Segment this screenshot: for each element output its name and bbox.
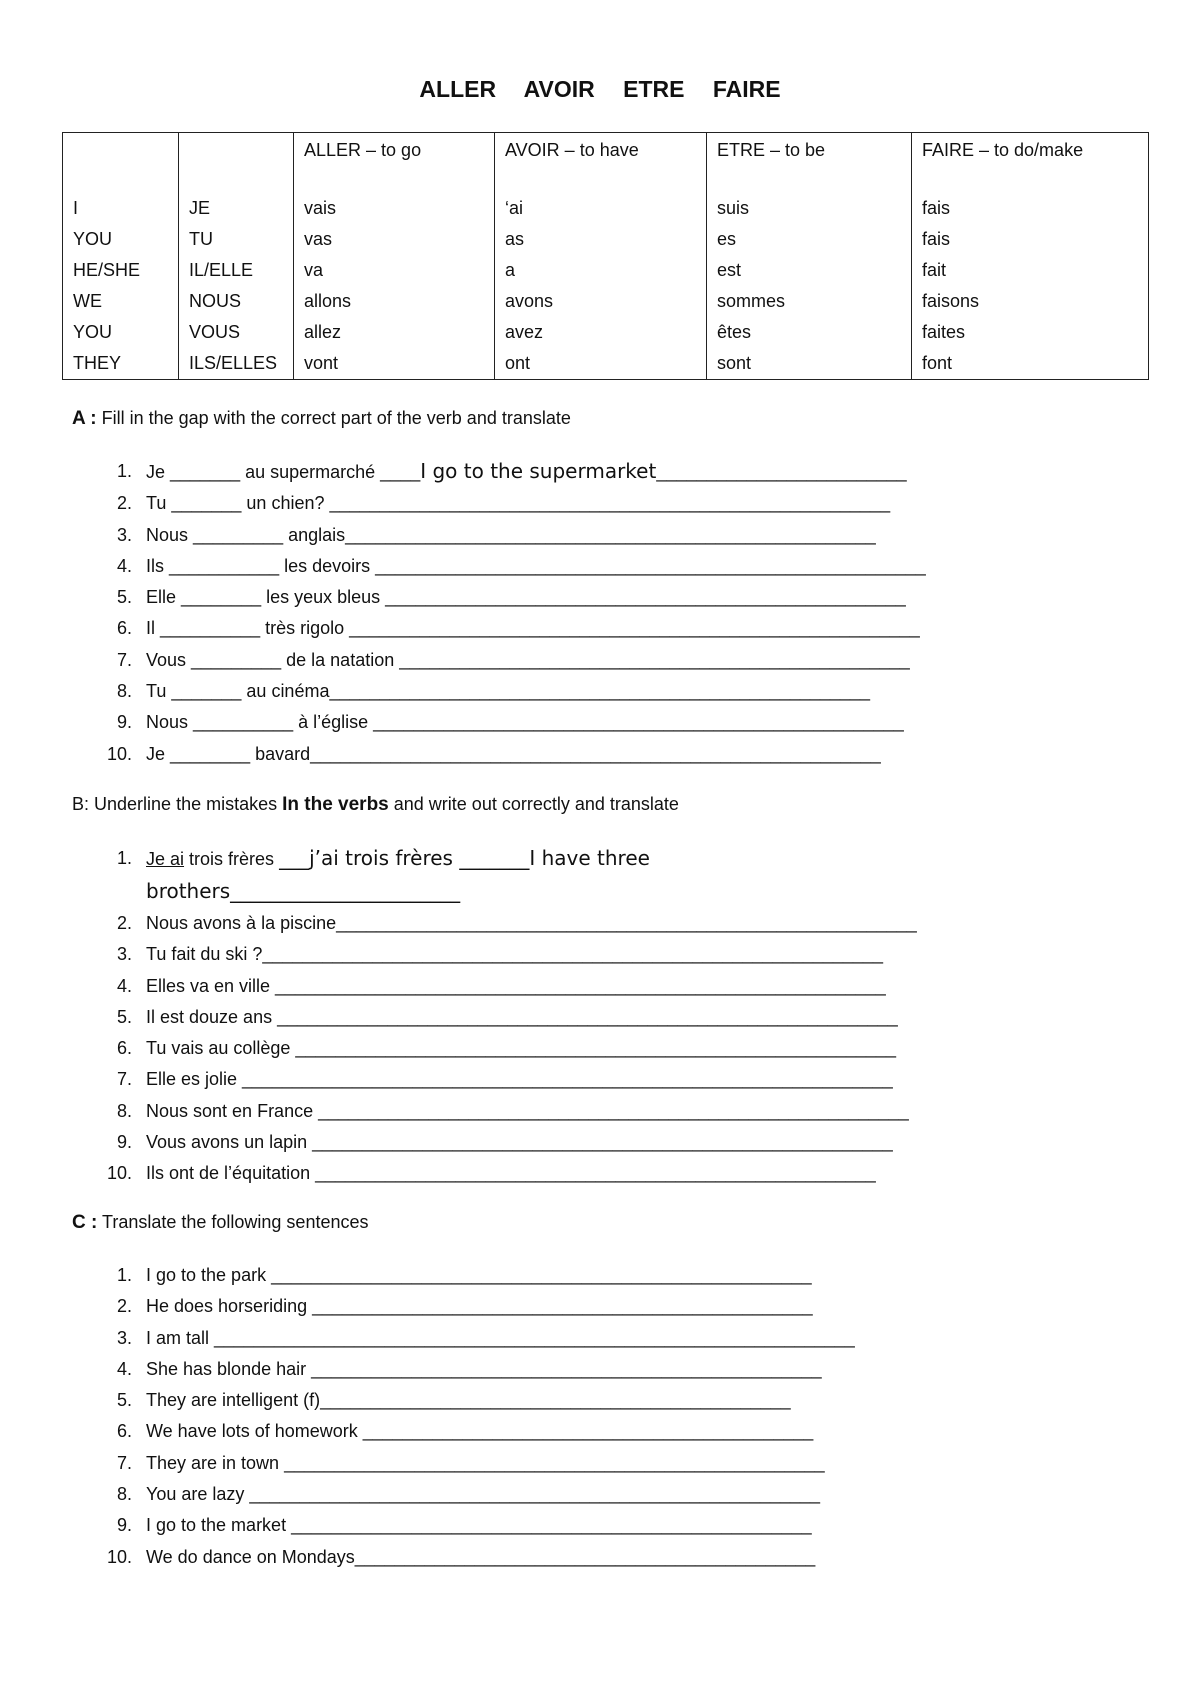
table-header-cell	[63, 133, 179, 194]
list-item: 1. Je _______ au supermarché ____I go to the supermarket_________________________	[116, 459, 907, 483]
list-item: 4. Ils ___________ les devoirs _______________________________________________________	[116, 555, 926, 576]
exercise-text: Tu fait du ski ?______________________________________________________________	[146, 944, 884, 965]
exercise-text: They are in town ______________________________________________________	[146, 1452, 825, 1473]
list-item: 8. Tu _______ au cinéma______________________________________________________	[116, 681, 871, 702]
table-cell: THEY	[63, 348, 179, 380]
section-b-heading: B: Underline the mistakes In the verbs and write out correctly and translate	[72, 794, 679, 815]
list-item: 3. Tu fait du ski ?______________________________________________________________	[116, 944, 884, 965]
exercise-text: You are lazy _________________________________________________________	[146, 1484, 821, 1505]
section-a-heading: A : Fill in the gap with the correct part of the verb and translate	[72, 408, 571, 429]
exercise-text: Il __________ très rigolo _________________________________________________________	[146, 618, 920, 639]
table-header-cell: ALLER – to go	[294, 133, 495, 194]
exercise-text: Je ________ bavard_________________________________________________________	[146, 743, 881, 764]
list-item: 10. Ils ont de l’équitation ________________________________________________________	[106, 1163, 876, 1184]
table-cell: I	[63, 193, 179, 224]
list-item: 7. Elle es jolie _________________________________________________________________	[116, 1069, 893, 1090]
table-cell: faisons	[912, 286, 1149, 317]
underlined-mistake: Je ai	[146, 849, 185, 869]
exercise-prompt: Je _______ au supermarché	[146, 462, 381, 482]
list-item: 6. Tu vais au collège ____________________________________________________________	[116, 1038, 897, 1059]
exercise-text: Tu _______ un chien? ________________________________________________________	[146, 493, 891, 514]
list-item: 2. He does horseriding __________________________________________________	[116, 1296, 813, 1317]
table-row	[63, 317, 1149, 348]
conjugation-table	[62, 132, 1149, 380]
table-row	[63, 255, 1149, 286]
table-cell: sont	[707, 348, 912, 380]
exercise-text: Ils ___________ les devoirs _______________________________________________________	[146, 555, 926, 576]
exercise-text: Tu vais au collège ____________________________________________________________	[146, 1038, 897, 1059]
exercise-text: I am tall ________________________________________________________________	[146, 1327, 855, 1348]
table-header-cell	[179, 133, 294, 194]
table-row	[63, 193, 1149, 224]
table-cell: faites	[912, 317, 1149, 348]
table-cell: allons	[294, 286, 495, 317]
list-item: 5. Elle ________ les yeux bleus ____________________________________________________	[116, 587, 906, 608]
table-cell: font	[912, 348, 1149, 380]
table-cell: as	[495, 224, 707, 255]
list-item: 8. Nous sont en France ___________________________________________________________	[116, 1100, 909, 1121]
table-cell: YOU	[63, 224, 179, 255]
handwritten-answer: ___j’ai trois frères _______I have three brothers_______________________	[146, 846, 650, 903]
table-cell: fais	[912, 193, 1149, 224]
exercise-text: Elle es jolie _________________________________________________________________	[146, 1069, 893, 1090]
list-item: 4. She has blonde hair ___________________________________________________	[116, 1358, 822, 1379]
table-cell: HE/SHE	[63, 255, 179, 286]
exercise-text: Vous _________ de la natation ___________________________________________________	[146, 649, 910, 670]
section-c-exercises	[104, 1260, 855, 1573]
table-cell: suis	[707, 193, 912, 224]
exercise-text: Nous avons à la piscine__________________________________________________________	[146, 913, 917, 933]
list-item: 1. Je ai trois frères ___j’ai trois frères _______I have three brothers_______________________	[116, 846, 650, 903]
worksheet-title: ALLER AVOIR ETRE FAIRE	[419, 76, 781, 102]
table-cell: avons	[495, 286, 707, 317]
table-cell: vais	[294, 193, 495, 224]
table-cell: JE	[179, 193, 294, 224]
table-cell: WE	[63, 286, 179, 317]
table-header-cell: FAIRE – to do/make	[912, 133, 1149, 194]
list-item: 1. I go to the park ______________________________________________________	[116, 1265, 812, 1285]
exercise-text: Elle ________ les yeux bleus ____________________________________________________	[146, 587, 906, 608]
table-cell: est	[707, 255, 912, 286]
table-cell: NOUS	[179, 286, 294, 317]
table-cell: vont	[294, 348, 495, 380]
list-item: 5. They are intelligent (f)_______________________________________________	[116, 1390, 791, 1411]
list-item: 7. Vous _________ de la natation ___________________________________________________	[116, 649, 910, 670]
exercise-text: I go to the market ____________________________________________________	[146, 1515, 812, 1536]
table-cell: ‘ai	[495, 193, 707, 224]
exercise-text: Tu _______ au cinéma______________________________________________________	[146, 681, 871, 702]
table-cell: a	[495, 255, 707, 286]
list-item: 3. Nous _________ anglais_____________________________________________________	[116, 524, 876, 545]
section-b-exercises	[104, 842, 917, 1190]
list-item: 9. Vous avons un lapin __________________________________________________________	[116, 1132, 893, 1153]
exercise-text: We do dance on Mondays______________________________________________	[146, 1546, 816, 1567]
list-item: 5. Il est douze ans ______________________________________________________________	[116, 1006, 898, 1027]
list-item: 10. We do dance on Mondays______________________________________________	[106, 1546, 816, 1567]
table-cell: vas	[294, 224, 495, 255]
list-item: 3. I am tall ________________________________________________________________	[116, 1327, 855, 1348]
list-item: 9. Nous __________ à l’église _____________________________________________________	[116, 712, 904, 733]
table-cell: avez	[495, 317, 707, 348]
list-item: 7. They are in town ______________________________________________________	[116, 1452, 825, 1473]
exercise-text: Nous _________ anglais_____________________________________________________	[146, 524, 876, 545]
section-a-exercises	[104, 456, 926, 770]
table-cell: YOU	[63, 317, 179, 348]
list-item: 6. Il __________ très rigolo _________________________________________________________	[116, 618, 920, 639]
exercise-text: Nous sont en France ___________________________________________________________	[146, 1100, 909, 1121]
table-cell: allez	[294, 317, 495, 348]
exercise-text: I go to the park ______________________________________________________	[146, 1265, 812, 1285]
table-cell: IL/ELLE	[179, 255, 294, 286]
table-cell: fais	[912, 224, 1149, 255]
exercise-text: Elles va en ville _____________________________________________________________	[146, 975, 886, 996]
section-c-heading: C : Translate the following sentences	[72, 1212, 369, 1233]
exercise-text: They are intelligent (f)_______________________________________________	[146, 1390, 791, 1411]
exercise-text: Ils ont de l’équitation ________________________________________________________	[146, 1163, 876, 1184]
table-cell: fait	[912, 255, 1149, 286]
exercise-text: She has blonde hair ___________________________________________________	[146, 1358, 822, 1379]
table-cell: sommes	[707, 286, 912, 317]
list-item: 8. You are lazy _________________________________________________________	[116, 1484, 821, 1505]
list-item: 2. Tu _______ un chien? ________________________________________________________	[116, 493, 891, 514]
list-item: 10. Je ________ bavard_________________________________________________________	[106, 743, 881, 764]
table-header-cell: AVOIR – to have	[495, 133, 707, 194]
table-cell: êtes	[707, 317, 912, 348]
table-cell: VOUS	[179, 317, 294, 348]
handwritten-answer: I go to the supermarket	[420, 459, 657, 483]
exercise-text: Il est douze ans ______________________________________________________________	[146, 1006, 898, 1027]
list-item: 6. We have lots of homework _____________________________________________	[116, 1421, 814, 1442]
exercise-text: He does horseriding __________________________________________________	[146, 1296, 813, 1317]
table-cell: ont	[495, 348, 707, 380]
table-row	[63, 224, 1149, 255]
exercise-text: We have lots of homework _____________________________________________	[146, 1421, 814, 1442]
exercise-text: Vous avons un lapin __________________________________________________________	[146, 1132, 893, 1153]
table-cell: es	[707, 224, 912, 255]
table-row	[63, 348, 1149, 380]
table-cell: TU	[179, 224, 294, 255]
table-cell: va	[294, 255, 495, 286]
table-row	[63, 286, 1149, 317]
list-item: 4. Elles va en ville _____________________________________________________________	[116, 975, 886, 996]
list-item: 2. Nous avons à la piscine__________________________________________________________	[116, 913, 917, 933]
list-item: 9. I go to the market ____________________________________________________	[116, 1515, 812, 1536]
table-header-cell: ETRE – to be	[707, 133, 912, 194]
exercise-text: Nous __________ à l’église _____________________________________________________	[146, 712, 904, 733]
table-cell: ILS/ELLES	[179, 348, 294, 380]
